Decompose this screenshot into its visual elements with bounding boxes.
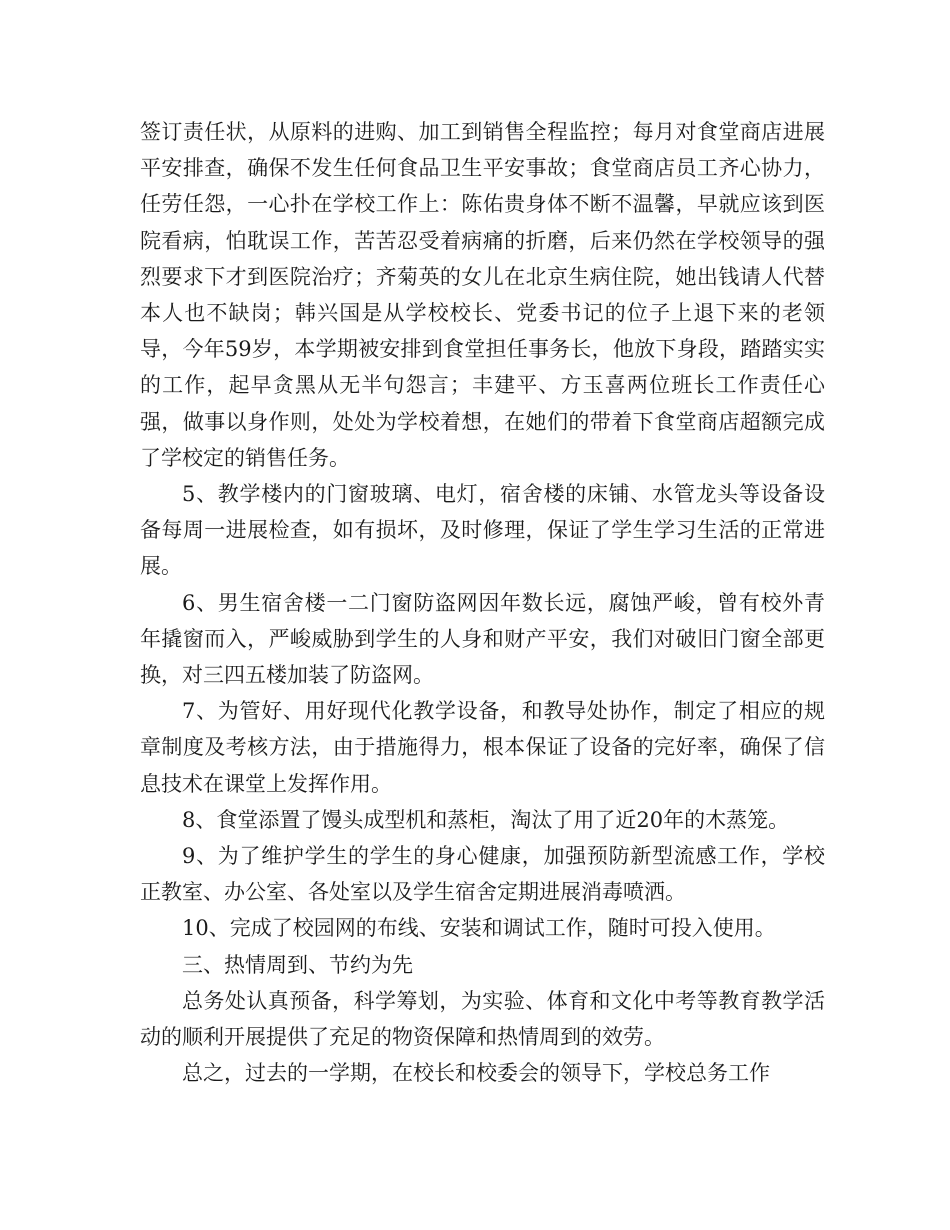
paragraph-item-8: 8、食堂添置了馒头成型机和蒸柜，淘汰了用了近20年的木蒸笼。 bbox=[182, 807, 790, 832]
paragraph-canteen-staff: 签订责任状，从原料的进购、加工到销售全程监控；每月对食堂商店进展平安排查，确保不发生任何食品卫生平安事故；食堂商店员工齐心协力，任劳任怨，一心扑在学校工作上：陈佑贵身体不断不温馨，早就应该到医院看病，怕耽误工作，苦苦忍受着病痛的折磨，后来仍然在学校领导的强烈要求下才到医院治疗；齐菊英的女儿在北京生病住院，她出钱请人代替本人也不缺岗；韩兴国是从学校校长、党委书记的位子上退下来的老领导，今年59岁，本学期被安排到食堂担任事务长，他放下身段，踏踏实实的工作，起早贪黑从无半句怨言；丰建平、方玉喜两位班长工作责任心强，做事以身作则，处处为学校着想，在她们的带着下食堂商店超额完成了学校定的销售任务。 bbox=[140, 120, 825, 470]
paragraph-item-9: 9、为了维护学生的学生的身心健康，加强预防新型流感工作，学校正教室、办公室、各处室以及学生宿舍定期进展消毒喷洒。 bbox=[140, 844, 825, 905]
paragraph-item-6: 6、男生宿舍楼一二门窗防盗网因年数长远，腐蚀严峻，曾有校外青年撬窗而入，严峻威胁到学生的人身和财产平安，我们对破旧门窗全部更换，对三四五楼加装了防盗网。 bbox=[140, 590, 825, 688]
paragraph-item-7: 7、为管好、用好现代化教学设备，和教导处协作，制定了相应的规章制度及考核方法，由于措施得力，根本保证了设备的完好率，确保了信息技术在课堂上发挥作用。 bbox=[140, 699, 825, 796]
section-heading-3: 三、热情周到、节约为先 bbox=[182, 952, 413, 977]
paragraph-service: 总务处认真预备，科学筹划，为实验、体育和文化中考等教育教学活动的顺利开展提供了充足的物资保障和热情周到的效劳。 bbox=[140, 988, 825, 1050]
document-body bbox=[140, 114, 825, 1091]
paragraph-summary: 总之，过去的一学期，在校长和校委会的领导下，学校总务工作 bbox=[182, 1061, 770, 1086]
paragraph-item-5: 5、教学楼内的门窗玻璃、电灯，宿舍楼的床铺、水管龙头等设备设备每周一进展检查，如有损坏，及时修理，保证了学生学习生活的正常进展。 bbox=[140, 482, 825, 579]
paragraph-item-10: 10、完成了校园网的布线、安装和调试工作，随时可投入使用。 bbox=[182, 916, 776, 941]
